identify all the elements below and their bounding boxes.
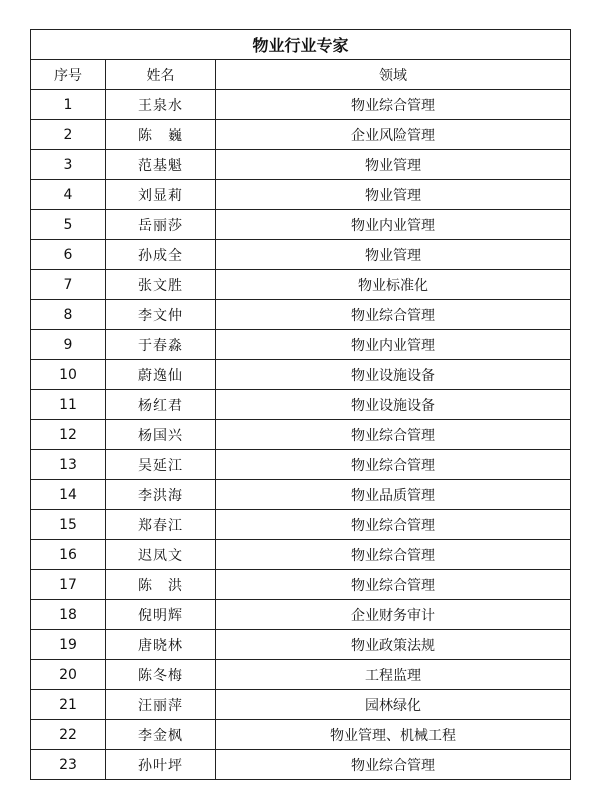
row-index-cell: 21 xyxy=(31,690,106,720)
header-name: 姓名 xyxy=(106,60,216,90)
row-field-cell: 物业品质管理 xyxy=(216,480,571,510)
row-index-cell: 17 xyxy=(31,570,106,600)
row-index-cell: 1 xyxy=(31,90,106,120)
table-row xyxy=(31,420,571,450)
row-name-cell: 唐晓林 xyxy=(106,630,216,660)
row-index-cell: 10 xyxy=(31,360,106,390)
row-name-cell: 吴延江 xyxy=(106,450,216,480)
row-index-cell: 23 xyxy=(31,750,106,780)
table-row xyxy=(31,390,571,420)
row-name-cell: 杨国兴 xyxy=(106,420,216,450)
header-index: 序号 xyxy=(31,60,106,90)
row-name-cell: 郑春江 xyxy=(106,510,216,540)
table-body xyxy=(31,90,571,780)
row-index-cell: 15 xyxy=(31,510,106,540)
table-row xyxy=(31,180,571,210)
table-row xyxy=(31,480,571,510)
row-field-cell: 企业风险管理 xyxy=(216,120,571,150)
row-name-cell: 蔚逸仙 xyxy=(106,360,216,390)
row-index-cell: 20 xyxy=(31,660,106,690)
table-row xyxy=(31,600,571,630)
table-row xyxy=(31,720,571,750)
row-field-cell: 物业综合管理 xyxy=(216,90,571,120)
row-field-cell: 物业管理 xyxy=(216,150,571,180)
table-row xyxy=(31,120,571,150)
row-name-cell: 李文仲 xyxy=(106,300,216,330)
table-row xyxy=(31,150,571,180)
row-field-cell: 物业管理、机械工程 xyxy=(216,720,571,750)
row-index-cell: 4 xyxy=(31,180,106,210)
table-row xyxy=(31,570,571,600)
table-row xyxy=(31,90,571,120)
row-index-cell: 22 xyxy=(31,720,106,750)
row-name-cell: 刘显莉 xyxy=(106,180,216,210)
row-index-cell: 6 xyxy=(31,240,106,270)
row-field-cell: 物业设施设备 xyxy=(216,390,571,420)
row-index-cell: 12 xyxy=(31,420,106,450)
row-index-cell: 9 xyxy=(31,330,106,360)
expert-table xyxy=(30,29,571,780)
row-field-cell: 物业管理 xyxy=(216,240,571,270)
row-field-cell: 物业综合管理 xyxy=(216,750,571,780)
row-name-cell: 岳丽莎 xyxy=(106,210,216,240)
table-row xyxy=(31,510,571,540)
table-row xyxy=(31,630,571,660)
table-row xyxy=(31,540,571,570)
row-index-cell: 2 xyxy=(31,120,106,150)
table-row xyxy=(31,660,571,690)
table-row xyxy=(31,210,571,240)
row-field-cell: 物业综合管理 xyxy=(216,570,571,600)
header-field: 领域 xyxy=(216,60,571,90)
row-field-cell: 工程监理 xyxy=(216,660,571,690)
row-name-cell: 迟凤文 xyxy=(106,540,216,570)
table-title: 物业行业专家 xyxy=(31,30,571,60)
row-name-cell: 陈冬梅 xyxy=(106,660,216,690)
row-name-cell: 王泉水 xyxy=(106,90,216,120)
row-name-cell: 孙成全 xyxy=(106,240,216,270)
row-field-cell: 物业设施设备 xyxy=(216,360,571,390)
row-index-cell: 8 xyxy=(31,300,106,330)
row-name-cell: 陈 巍 xyxy=(106,120,216,150)
row-name-cell: 杨红君 xyxy=(106,390,216,420)
row-name-cell: 李洪海 xyxy=(106,480,216,510)
row-field-cell: 物业标准化 xyxy=(216,270,571,300)
row-index-cell: 13 xyxy=(31,450,106,480)
table-row xyxy=(31,300,571,330)
row-name-cell: 于春淼 xyxy=(106,330,216,360)
header-row xyxy=(31,60,571,90)
row-field-cell: 物业综合管理 xyxy=(216,300,571,330)
row-field-cell: 企业财务审计 xyxy=(216,600,571,630)
row-name-cell: 陈 洪 xyxy=(106,570,216,600)
row-name-cell: 孙叶坪 xyxy=(106,750,216,780)
row-field-cell: 物业管理 xyxy=(216,180,571,210)
row-index-cell: 5 xyxy=(31,210,106,240)
row-name-cell: 范基魁 xyxy=(106,150,216,180)
row-name-cell: 汪丽萍 xyxy=(106,690,216,720)
row-field-cell: 园林绿化 xyxy=(216,690,571,720)
row-field-cell: 物业内业管理 xyxy=(216,330,571,360)
row-field-cell: 物业综合管理 xyxy=(216,540,571,570)
row-field-cell: 物业内业管理 xyxy=(216,210,571,240)
row-name-cell: 李金枫 xyxy=(106,720,216,750)
row-field-cell: 物业综合管理 xyxy=(216,420,571,450)
row-name-cell: 倪明辉 xyxy=(106,600,216,630)
row-index-cell: 18 xyxy=(31,600,106,630)
row-field-cell: 物业综合管理 xyxy=(216,450,571,480)
title-row xyxy=(31,30,571,60)
row-index-cell: 14 xyxy=(31,480,106,510)
row-index-cell: 3 xyxy=(31,150,106,180)
row-index-cell: 16 xyxy=(31,540,106,570)
row-index-cell: 7 xyxy=(31,270,106,300)
row-index-cell: 19 xyxy=(31,630,106,660)
table-row xyxy=(31,270,571,300)
row-field-cell: 物业综合管理 xyxy=(216,510,571,540)
expert-table-sheet xyxy=(30,29,570,780)
table-row xyxy=(31,450,571,480)
table-row xyxy=(31,240,571,270)
table-row xyxy=(31,360,571,390)
row-field-cell: 物业政策法规 xyxy=(216,630,571,660)
table-row xyxy=(31,750,571,780)
table-row xyxy=(31,330,571,360)
row-name-cell: 张文胜 xyxy=(106,270,216,300)
row-index-cell: 11 xyxy=(31,390,106,420)
table-row xyxy=(31,690,571,720)
